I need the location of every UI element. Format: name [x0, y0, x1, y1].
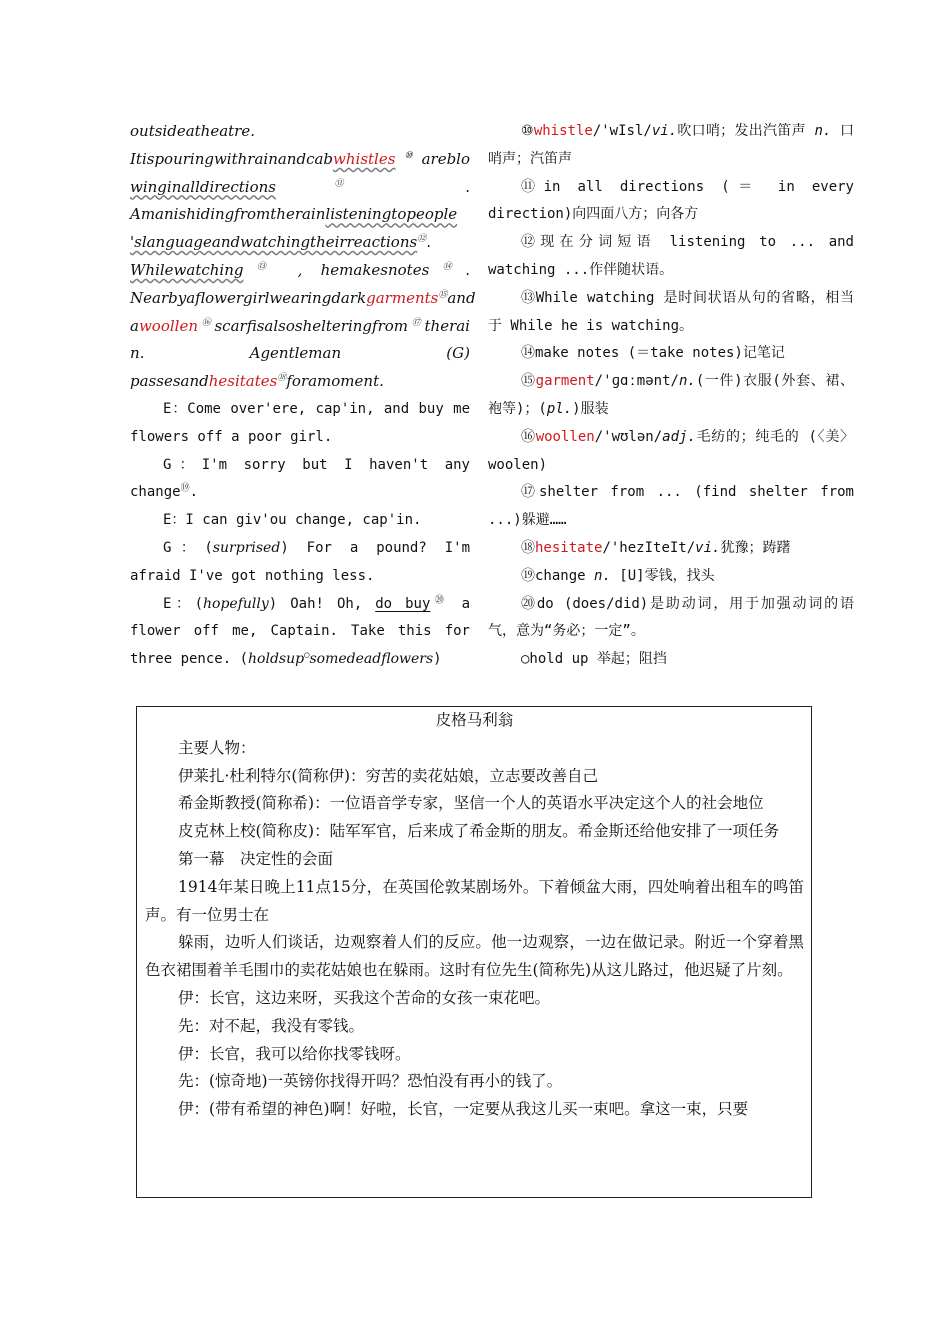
note-marker: ⑯ — [198, 317, 215, 328]
vocab-note: ⑲change n. [U]零钱，找头 — [521, 567, 715, 584]
note-marker: ⑮ — [438, 289, 448, 300]
note-marker: ⑭ — [429, 261, 466, 272]
translation-paragraph: 先：(惊奇地)一英镑你找得开吗？恐怕没有再小的钱了。 — [178, 1072, 563, 1091]
play-line: Amanishidingfromtherainlisteningtopeople — [130, 205, 458, 224]
vocab-note: ⑬While watching 是时间状语从句的省略，相当于 While he is watching。 — [488, 289, 854, 334]
note-marker: ⑬ — [243, 261, 280, 272]
translation-paragraph: 先：对不起，我没有零钱。 — [178, 1016, 365, 1035]
note-marker: ⑳ — [430, 594, 449, 605]
play-line: awoollen⑯scarfisalsoshelteringfrom⑰therai — [130, 316, 470, 335]
vocab-note: ⑫现在分词短语 listening to ... and watching ...作伴随状语。 — [488, 234, 854, 278]
translation-paragraph: 伊：长官，这边来呀，买我这个苦命的女孩一束花吧。 — [178, 988, 551, 1007]
vocab-highlight: hesitates — [208, 372, 278, 391]
translation-paragraph: 伊莱扎·杜利特尔(简称伊)：穷苦的卖花姑娘，立志要改善自己 — [178, 766, 599, 785]
vocab-note: ○hold up 举起；阻挡 — [521, 651, 667, 668]
play-line: winginalldirections⑪ . — [130, 177, 470, 196]
play-line: passesandhesitates⑱foramoment. — [130, 372, 384, 391]
note-marker: ⑪ — [275, 178, 402, 189]
translation-paragraph: 1914年某日晚上11点15分，在英国伦敦某剧场外。下着倾盆大雨，四处响着出租车的鸣笛声。有一位男士在 — [145, 877, 804, 924]
translation-box — [136, 706, 812, 1198]
translation-title: 皮格马利翁 — [435, 711, 514, 729]
play-line: 'slanguageandwatchingtheirreactions⑫. — [130, 233, 431, 252]
dialogue-line: G：(surprised) For a pound? I'm afraid I've got nothing less. — [130, 539, 470, 584]
vocab-note: ⑩whistle/'wIsl/vi.吹口哨；发出汽笛声 n. 口哨声；汽笛声 — [488, 123, 855, 167]
note-marker: ○ — [304, 650, 310, 661]
translation-paragraph: 伊：长官，我可以给你找零钱呀。 — [178, 1044, 411, 1063]
note-marker: ⑫ — [417, 234, 427, 245]
translation-paragraph: 皮克林上校(简称皮)：陆军军官，后来成了希金斯的朋友。希金斯还给他安排了一项任务 — [178, 822, 780, 841]
play-line: Whilewatching⑬ , hemakesnotes⑭. — [130, 260, 470, 279]
play-line: n. Agentleman (G) — [130, 344, 470, 363]
vocab-highlight: whistles — [333, 149, 396, 168]
vocab-highlight: woollen — [138, 316, 198, 335]
play-line: Itispouringwithrainandcabwhistles⑩areblo — [130, 149, 470, 168]
vocab-note: ⑯woollen/'wʊlən/adj.毛纺的；纯毛的 (〈美〉 woolen) — [488, 428, 855, 473]
note-marker: ⑲ — [180, 483, 190, 494]
play-line: Nearbyaflowergirlwearingdarkgarments⑮and — [130, 288, 476, 307]
vocab-note: ⑱hesitate/'hezIteIt/vi.犹豫；踌躇 — [521, 539, 791, 556]
dialogue-line: E：I can giv'ou change, cap'in. — [163, 512, 422, 529]
translation-paragraph: 躲雨，边听人们谈话，边观察着人们的反应。他一边观察，一边在做记录。附近一个穿着黑色衣裙围着羊毛围巾的卖花姑娘也在躲雨。这时有位先生(简称先)从这儿路过，他迟疑了片刻。 — [145, 933, 804, 980]
vocab-note: ⑮garment/'ɡɑːmənt/n.(一件)衣服(外套、裙、袍等)；(pl.)服装 — [488, 373, 855, 417]
dialogue-line: E：(hopefully) Oah! Oh, do buy⑳ a flower off me, Captain. Take this for three pence. (holdsup○somedeadflowers) — [130, 594, 470, 668]
dialogue-line: G：I'm sorry but I haven't any change⑲. — [130, 456, 470, 501]
translation-paragraph: 第一幕 决定性的会面 — [178, 849, 334, 868]
dialogue-line: E：Come over'ere, cap'in, and buy me flowers off a poor girl. — [130, 400, 470, 445]
play-line: outsideatheatre. — [130, 122, 255, 140]
translation-paragraph: 伊：(带有希望的神色)啊！好啦，长官，一定要从我这儿买一束吧。拿这一束，只要 — [178, 1100, 749, 1119]
play-text-column — [130, 118, 476, 674]
note-marker: ⑰ — [408, 317, 425, 328]
vocab-note: ⑪in all directions (＝ in every direction)向四面八方；向各方 — [488, 178, 854, 223]
vocab-notes-column — [488, 118, 854, 674]
vocab-note: ⑳do (does/did)是助动词，用于加强动词的语气，意为“务必；一定”。 — [488, 595, 854, 640]
translation-paragraph: 主要人物： — [178, 738, 256, 757]
vocab-highlight: garments — [366, 288, 439, 307]
note-marker: ⑱ — [277, 373, 287, 384]
vocab-note: ⑭make notes (＝take notes)记笔记 — [521, 345, 785, 362]
translation-paragraph: 希金斯教授(简称希)：一位语音学专家，坚信一个人的英语水平决定这个人的社会地位 — [178, 794, 764, 813]
vocab-note: ⑰shelter from ... (find shelter from ...)躲避…… — [488, 484, 854, 529]
note-marker: ⑩ — [395, 150, 422, 161]
